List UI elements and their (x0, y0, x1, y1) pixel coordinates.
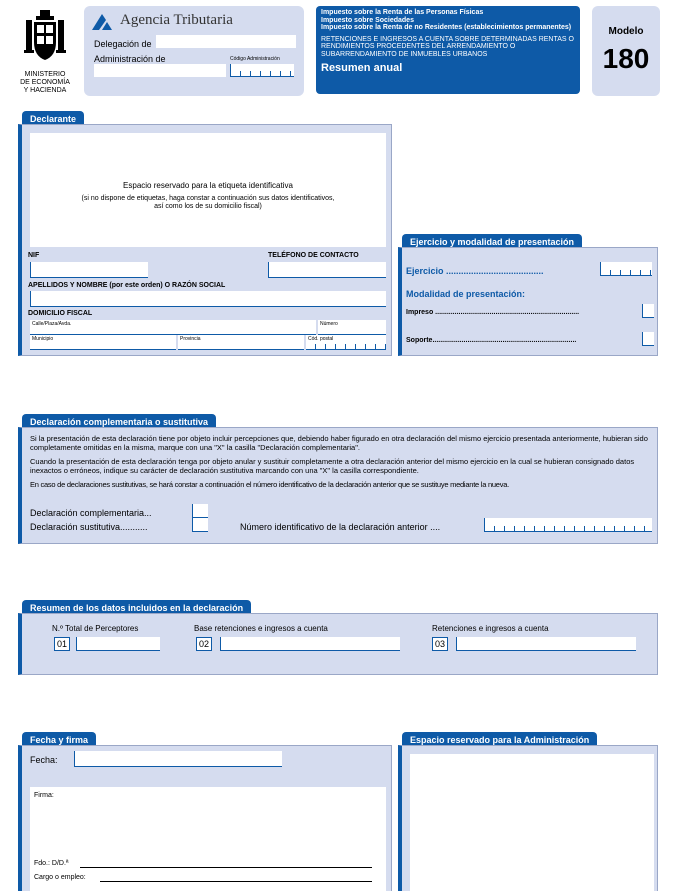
box-03: 03 (432, 637, 448, 651)
soporte-label: Soporte.......................................................................... (406, 337, 577, 344)
box-01: 01 (54, 637, 70, 651)
numero-field[interactable] (318, 320, 386, 335)
telefono-label: TELÉFONO DE CONTACTO (268, 252, 359, 259)
impreso-label: Impreso .......................................................................... (406, 309, 580, 316)
administracion-section (398, 745, 658, 891)
ejercicio-label: Ejercicio ....................................... (406, 266, 544, 276)
resumen-anual: Resumen anual (321, 61, 403, 74)
administracion-box (410, 754, 654, 892)
firma-tab: Fecha y firma (22, 732, 96, 748)
fecha-field[interactable] (74, 751, 282, 767)
resumen-section (18, 613, 658, 675)
administracion-field[interactable] (94, 64, 226, 77)
ejercicio-section (398, 247, 658, 356)
box-02: 02 (196, 637, 212, 651)
sustitutiva-label: Declaración sustitutiva........... (30, 522, 148, 532)
administracion-label: Administración de (94, 54, 166, 64)
fdo-line[interactable] (80, 867, 372, 868)
numero-id-field[interactable] (484, 518, 652, 532)
calle-field[interactable] (30, 320, 316, 335)
domicilio-label: DOMICILIO FISCAL (28, 310, 93, 317)
tax-line-3: Impuesto sobre la Renta de no Residentes (establecimientos permanentes) (321, 24, 572, 32)
administracion-tab: Espacio reservado para la Administración (402, 732, 597, 748)
modelo-label: Modelo (608, 26, 644, 37)
sustitutiva-checkbox[interactable] (192, 518, 208, 532)
cod-postal-label: Cód. postal (308, 336, 334, 342)
etiqueta-box (30, 133, 386, 247)
etiqueta-line-2: (si no dispone de etiquetas, haga constar a continuación sus datos identificativos, (81, 195, 335, 202)
cargo-label: Cargo o empleo: (34, 874, 86, 881)
complementaria-para-3: En caso de declaraciones sustitutivas, se hará constar a continuación el número identificativo de la declaración anterior que se sustituye mediante la nueva. (30, 480, 509, 489)
complementaria-checkbox[interactable] (192, 504, 208, 518)
nif-field[interactable] (30, 262, 148, 278)
municipio-label: Municipio (32, 336, 54, 342)
ministry-line-3: Y HACIENDA (23, 87, 67, 94)
ministry-line-1: MINISTERIO (24, 71, 66, 78)
coat-of-arms-icon (20, 8, 70, 64)
numero-id-label: Número identificativo de la declaración anterior .... (240, 522, 441, 532)
retenciones-label: Retenciones e ingresos a cuenta (432, 624, 549, 633)
apellidos-label: APELLIDOS Y NOMBRE (por este orden) O RAZÓN SOCIAL (28, 282, 226, 289)
cargo-line[interactable] (100, 881, 372, 882)
ejercicio-field[interactable] (600, 262, 652, 276)
base-retenciones-field[interactable] (220, 637, 400, 651)
resumen-tab: Resumen de los datos incluidos en la declaración (22, 600, 251, 616)
complementaria-label: Declaración complementaria... (30, 508, 152, 518)
impreso-checkbox[interactable] (642, 304, 654, 318)
fecha-label: Fecha: (30, 755, 58, 765)
firma-section (18, 745, 392, 891)
tax-line-1: Impuesto sobre la Renta de las Personas Físicas (321, 9, 484, 16)
provincia-label: Provincia (180, 336, 201, 342)
apellidos-field[interactable] (30, 291, 386, 307)
modelo-panel (592, 6, 660, 96)
delegacion-field[interactable] (156, 35, 296, 48)
nif-label: NIF (28, 252, 40, 259)
declarante-tab: Declarante (22, 111, 84, 127)
agency-name: Agencia Tributaria (120, 12, 233, 28)
perceptores-label: N.º Total de Perceptores (52, 624, 139, 633)
numero-label: Número (320, 321, 338, 327)
municipio-field[interactable] (30, 335, 176, 350)
tax-line-2: Impuesto sobre Sociedades (321, 16, 414, 24)
complementaria-section (18, 427, 658, 544)
soporte-checkbox[interactable] (642, 332, 654, 346)
etiqueta-line-1: Espacio reservado para la etiqueta identificativa (123, 181, 293, 190)
etiqueta-line-3: así como los de su domicilio fiscal) (154, 203, 262, 210)
modalidad-label: Modalidad de presentación: (406, 289, 526, 299)
base-retenciones-label: Base retenciones e ingresos a cuenta (194, 624, 328, 633)
agency-logo-icon (90, 12, 114, 32)
ministry-logo (20, 8, 70, 94)
retenciones-text: RETENCIONES E INGRESOS A CUENTA SOBRE DETERMINADAS RENTAS O RENDIMIENTOS PROCEDENTES DEL ARRENDAMIENTO O SUBARRENDAMIENTO DE INMUEBLES URBANOS (321, 35, 574, 58)
firma-label: Firma: (34, 792, 54, 799)
codigo-admin-field[interactable] (230, 64, 294, 77)
telefono-field[interactable] (268, 262, 386, 278)
modelo-number: 180 (602, 43, 650, 74)
provincia-field[interactable] (178, 335, 304, 350)
calle-label: Calle/Plaza/Avda. (32, 321, 72, 327)
codigo-admin-label: Código Administración (230, 56, 280, 62)
delegacion-label: Delegación de (94, 39, 152, 49)
cod-postal-field[interactable] (306, 335, 386, 350)
complementaria-para-2: Cuando la presentación de esta declaración tenga por objeto anular y sustituir completamente a otra declaración anterior del mismo ejercicio en la cual se hubieran consignado datos inexactos o erróneos, indique su carácter de declaración sustitutiva marcando con una "X" la casilla correspondiente. (30, 457, 635, 475)
firma-box[interactable] (30, 787, 386, 892)
agency-panel (84, 6, 304, 96)
ejercicio-tab: Ejercicio y modalidad de presentación (402, 234, 582, 250)
complementaria-para-1: Si la presentación de esta declaración tiene por objeto incluir percepciones que, debiendo haber figurado en otra declaración del mismo ejercicio presentada anteriormente, hubieran sido completamente omitidas en la misma, marque con una "X" la casilla "Declaración complementaria". (30, 434, 648, 452)
declarante-section (18, 124, 392, 356)
ministry-line-2: DE ECONOMÍA (20, 79, 70, 86)
fdo-label: Fdo.: D/D.ª (34, 860, 69, 867)
retenciones-field[interactable] (456, 637, 636, 651)
tax-panel (316, 6, 580, 94)
complementaria-tab: Declaración complementaria o sustitutiva (22, 414, 216, 430)
perceptores-field[interactable] (76, 637, 160, 651)
